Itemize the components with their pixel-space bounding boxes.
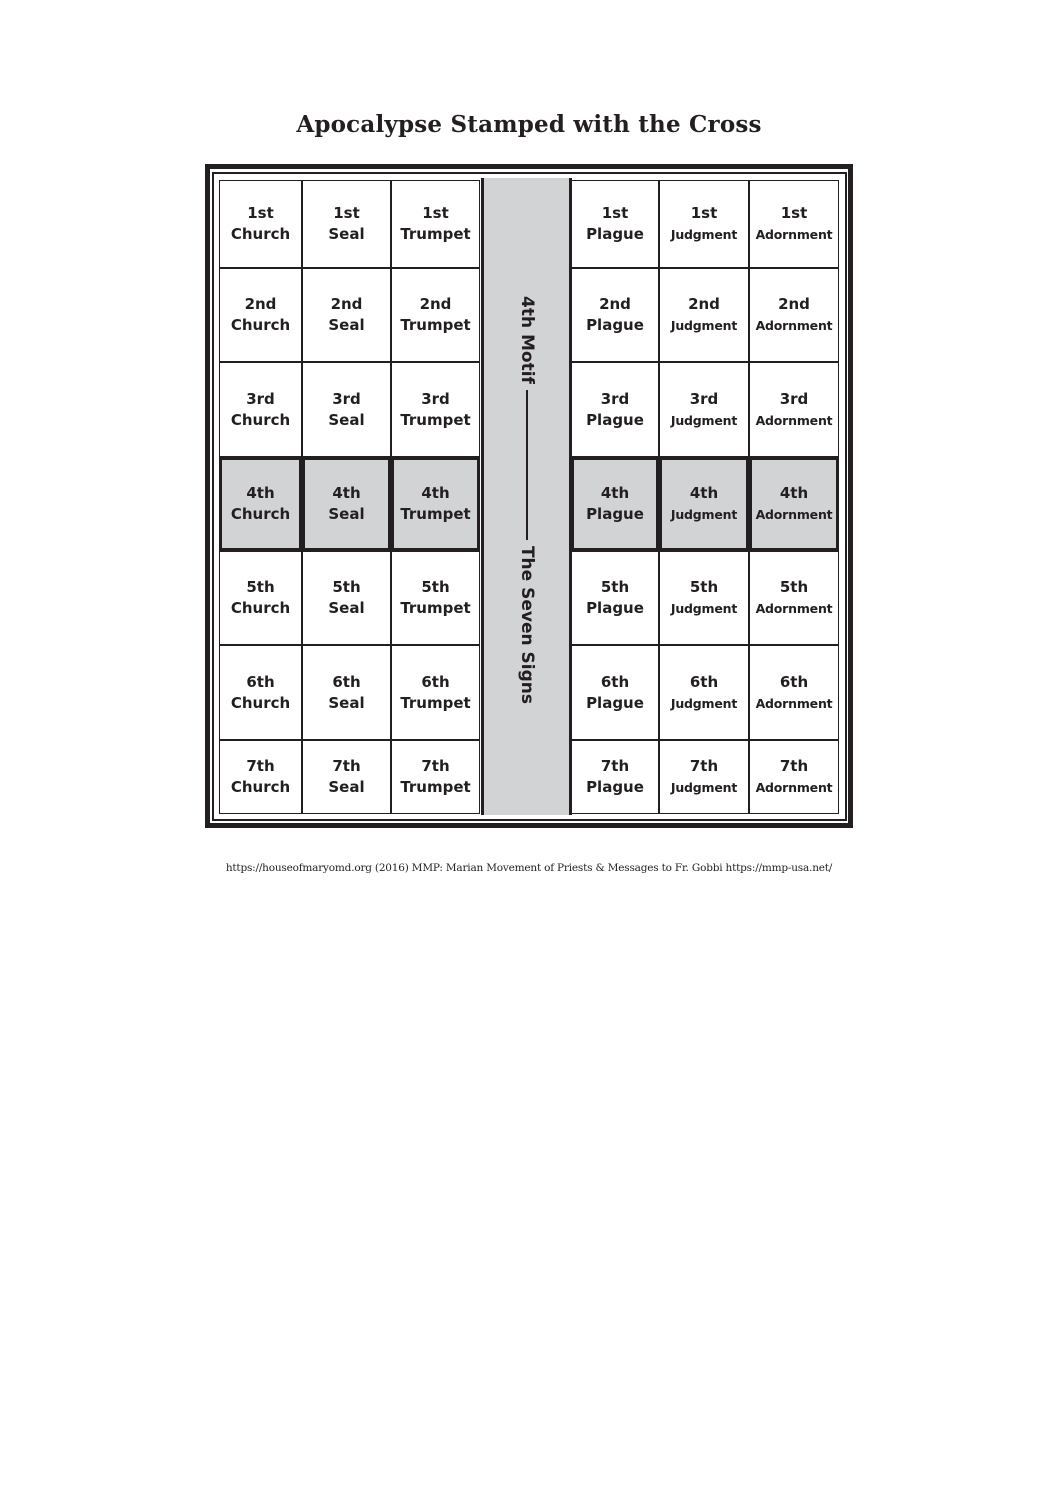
grid-cell-left-3-3 — [391, 362, 480, 457]
grid-cell-left-7-3 — [391, 740, 480, 814]
cell-ordinal: 4th — [600, 484, 630, 502]
cell-label: Seal — [328, 599, 365, 617]
cell-label: Church — [230, 693, 291, 712]
cell-label: Judgment — [670, 780, 738, 795]
band-signs-text: The Seven Signs — [517, 545, 537, 704]
grid-cell-right-1-1 — [571, 180, 659, 268]
cell-label: Adornment — [755, 412, 833, 428]
grid-cell-left-6-1 — [219, 645, 302, 740]
grid-cell-left-1-1 — [219, 180, 302, 268]
grid-cell-left-6-3 — [391, 645, 480, 740]
grid-cell-right-3-3 — [749, 362, 839, 457]
grid-cell-left-2-3 — [391, 268, 480, 362]
cell-ordinal: 5th — [779, 578, 809, 596]
grid-cell-right-1-3 — [749, 180, 839, 268]
cell-ordinal: 6th — [332, 672, 361, 691]
grid-cell-right-3-1 — [571, 362, 659, 457]
cell-ordinal: 3rd — [332, 389, 361, 408]
grid-cell-right-5-2 — [659, 551, 749, 645]
cell-label: Seal — [328, 693, 365, 712]
cell-ordinal: 1st — [247, 204, 274, 222]
cell-label: Trumpet — [400, 410, 471, 429]
grid-cell-left-4-3 — [391, 457, 480, 551]
grid-cell-right-4-3 — [749, 457, 839, 551]
grid-cell-right-3-2 — [659, 362, 749, 457]
cell-ordinal: 3rd — [421, 389, 450, 408]
cell-label: Plague — [586, 778, 644, 796]
cell-label: Trumpet — [400, 225, 471, 243]
cell-ordinal: 3rd — [689, 389, 719, 408]
grid-cell-right-4-1 — [571, 457, 659, 551]
cell-label: Trumpet — [400, 505, 471, 523]
cell-ordinal: 1st — [690, 204, 718, 222]
center-band-label — [517, 296, 537, 704]
grid-cell-left-7-2 — [302, 740, 391, 814]
cell-ordinal: 7th — [689, 757, 719, 775]
grid-cell-right-7-2 — [659, 740, 749, 814]
cell-label: Judgment — [670, 507, 738, 522]
cell-ordinal: 3rd — [779, 389, 809, 408]
grid-cell-right-2-2 — [659, 268, 749, 362]
cell-label: Plague — [586, 410, 644, 429]
grid-cell-left-5-2 — [302, 551, 391, 645]
cell-ordinal: 7th — [779, 757, 809, 775]
cell-ordinal: 5th — [600, 578, 630, 596]
cell-ordinal: 2nd — [599, 295, 631, 313]
grid-cell-left-1-3 — [391, 180, 480, 268]
cell-ordinal: 5th — [689, 578, 719, 596]
cell-label: Church — [230, 505, 291, 523]
cell-ordinal: 7th — [332, 757, 361, 775]
cell-ordinal: 3rd — [246, 389, 275, 408]
cell-ordinal: 7th — [421, 757, 450, 775]
cell-ordinal: 4th — [689, 484, 719, 502]
cell-label: Plague — [586, 693, 644, 712]
grid-cell-left-3-1 — [219, 362, 302, 457]
cell-ordinal: 1st — [780, 204, 808, 222]
cell-label: Plague — [586, 225, 644, 243]
grid-cell-left-4-1 — [219, 457, 302, 551]
cell-label: Adornment — [755, 695, 833, 711]
grid-cell-right-6-1 — [571, 645, 659, 740]
cell-ordinal: 5th — [421, 578, 450, 596]
cell-label: Plague — [586, 316, 644, 334]
cell-label: Judgment — [670, 601, 738, 616]
grid-cell-left-1-2 — [302, 180, 391, 268]
grid-cell-left-6-2 — [302, 645, 391, 740]
cell-label: Trumpet — [400, 599, 471, 617]
grid-cell-left-3-2 — [302, 362, 391, 457]
cell-label: Church — [230, 316, 291, 334]
grid-cell-left-5-1 — [219, 551, 302, 645]
grid-cell-right-6-2 — [659, 645, 749, 740]
cell-label: Adornment — [755, 507, 833, 522]
cell-ordinal: 2nd — [688, 295, 720, 313]
cell-label: Trumpet — [400, 693, 471, 712]
cell-ordinal: 7th — [600, 757, 630, 775]
cell-ordinal: 1st — [333, 204, 360, 222]
band-divider-line — [526, 390, 528, 540]
cell-label: Plague — [586, 505, 644, 523]
cell-ordinal: 5th — [332, 578, 361, 596]
cell-ordinal: 4th — [246, 484, 275, 502]
cell-ordinal: 6th — [600, 672, 630, 691]
grid-cell-right-1-2 — [659, 180, 749, 268]
grid-cell-right-7-1 — [571, 740, 659, 814]
cell-label: Judgment — [670, 695, 738, 711]
grid-cell-left-5-3 — [391, 551, 480, 645]
cell-label: Judgment — [670, 318, 738, 333]
cell-label: Seal — [328, 778, 365, 796]
cell-label: Adornment — [755, 318, 833, 333]
page-title: Apocalypse Stamped with the Cross — [296, 111, 762, 138]
grid-cell-right-2-3 — [749, 268, 839, 362]
cell-label: Plague — [586, 599, 644, 617]
cell-label: Church — [230, 778, 291, 796]
cell-label: Trumpet — [400, 316, 471, 334]
cell-ordinal: 2nd — [244, 295, 277, 313]
cell-ordinal: 6th — [421, 672, 450, 691]
grid-cell-right-6-3 — [749, 645, 839, 740]
cell-ordinal: 2nd — [419, 295, 452, 313]
cell-label: Seal — [328, 316, 365, 334]
cell-ordinal: 3rd — [600, 389, 630, 408]
cell-ordinal: 2nd — [330, 295, 363, 313]
cell-label: Adornment — [755, 780, 833, 795]
source-credit: https://houseofmaryomd.org (2016) MMP: Marian Movement of Priests & Messages to Fr. Gobbi https://mmp-usa.net/ — [225, 862, 833, 874]
cell-ordinal: 7th — [246, 757, 275, 775]
cell-ordinal: 1st — [422, 204, 449, 222]
grid-cell-right-5-1 — [571, 551, 659, 645]
cell-ordinal: 2nd — [778, 295, 810, 313]
cell-label: Adornment — [755, 601, 833, 616]
grid-cell-left-7-1 — [219, 740, 302, 814]
cell-ordinal: 4th — [779, 484, 809, 502]
cell-ordinal: 6th — [779, 672, 809, 691]
grid-cell-right-5-3 — [749, 551, 839, 645]
grid-cell-left-4-2 — [302, 457, 391, 551]
grid-cell-left-2-1 — [219, 268, 302, 362]
cell-ordinal: 6th — [689, 672, 719, 691]
grid-cell-left-2-2 — [302, 268, 391, 362]
cell-label: Judgment — [670, 227, 738, 242]
cell-label: Judgment — [670, 412, 738, 428]
cell-ordinal: 6th — [246, 672, 275, 691]
cell-label: Church — [230, 225, 291, 243]
grid-cell-right-2-1 — [571, 268, 659, 362]
cell-ordinal: 5th — [246, 578, 275, 596]
cell-label: Trumpet — [400, 778, 471, 796]
band-motif-text: 4th Motif — [517, 296, 537, 384]
cell-label: Seal — [328, 505, 365, 523]
cell-label: Seal — [328, 225, 365, 243]
cell-ordinal: 4th — [421, 484, 450, 502]
cell-label: Church — [230, 599, 291, 617]
grid-cell-right-7-3 — [749, 740, 839, 814]
cell-ordinal: 4th — [332, 484, 361, 502]
cell-label: Church — [230, 410, 291, 429]
grid-cell-right-4-2 — [659, 457, 749, 551]
cell-ordinal: 1st — [601, 204, 629, 222]
cell-label: Seal — [328, 410, 365, 429]
cell-label: Adornment — [755, 227, 833, 242]
